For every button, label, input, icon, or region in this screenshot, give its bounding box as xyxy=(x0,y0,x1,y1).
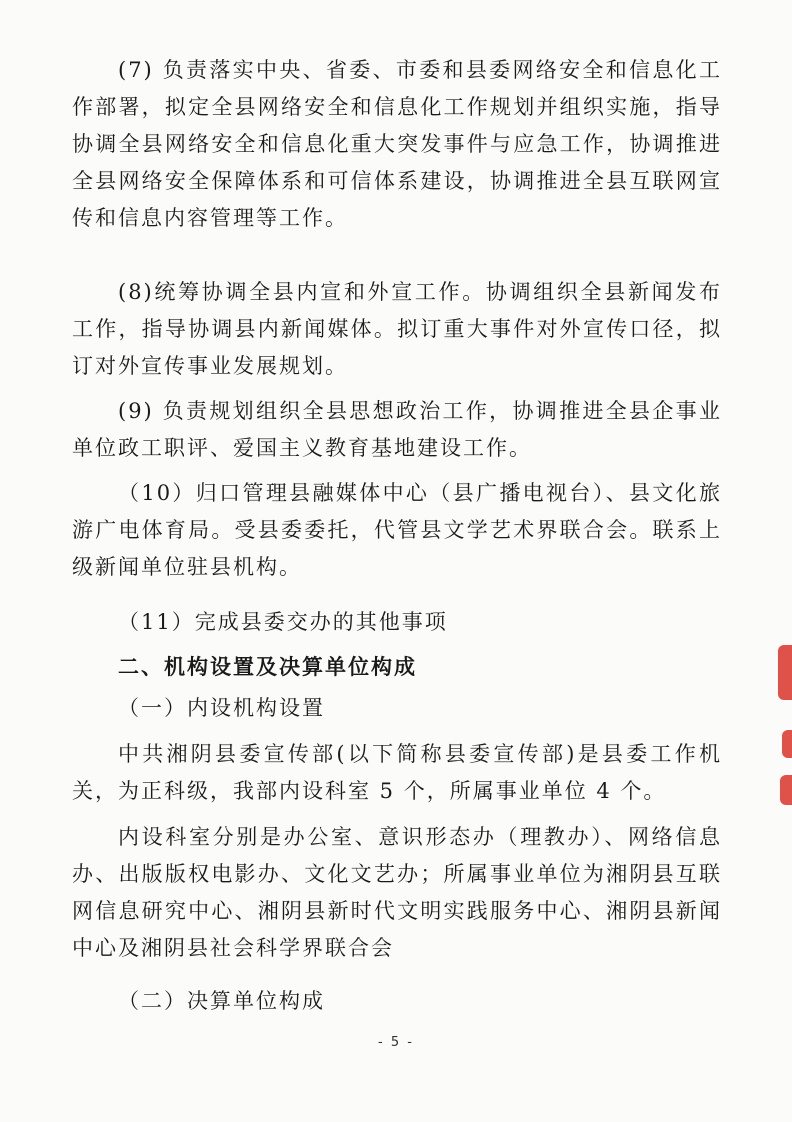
subheading-budget-units: （二）决算单位构成 xyxy=(118,989,325,1013)
seal-edge-mark xyxy=(778,645,792,700)
section-heading: 二、机构设置及决算单位构成 xyxy=(118,654,417,679)
paragraph-item-10: （10）归口管理县融媒体中心（县广播电视台）、县文化旅游广电体育局。受县委委托，代管县文学艺术界联合会。联系上级新闻单位驻县机构。 xyxy=(72,481,722,579)
subheading-internal-structure: （一）内设机构设置 xyxy=(118,696,325,720)
paragraph-item-8: (8)统筹协调全县内宣和外宣工作。协调组织全县新闻发布工作，指导协调县内新闻媒体。拟订重大事件对外宣传口径，拟订对外宣传事业发展规划。 xyxy=(72,280,722,378)
paragraph-item-9: (9) 负责规划组织全县思想政治工作，协调推进全县企事业单位政工职评、爱国主义教育基地建设工作。 xyxy=(72,399,722,460)
paragraph-structure: 中共湘阴县委宣传部(以下简称县委宣传部)是县委工作机关，为正科级，我部内设科室 5 个，所属事业单位 4 个。 xyxy=(72,742,722,803)
seal-edge-mark xyxy=(782,730,792,758)
page-number: - 5 - xyxy=(378,1035,414,1050)
paragraph-item-7: (7) 负责落实中央、省委、市委和县委网络安全和信息化工作部署，拟定全县网络安全和信息化工作规划并组织实施，指导协调全县网络安全和信息化重大突发事件与应急工作，协调推进全县网络安全保障体系和可信体系建设，协调推进全县互联网宣传和信息内容管理等工作。 xyxy=(72,58,722,230)
seal-edge-mark xyxy=(780,775,792,805)
paragraph-item-11: （11）完成县委交办的其他事项 xyxy=(118,610,448,634)
paragraph-departments: 内设科室分别是办公室、意识形态办（理教办）、网络信息办、出版版权电影办、文化文艺办；所属事业单位为湘阴县互联网信息研究中心、湘阴县新时代文明实践服务中心、湘阴县新闻中心及湘阴县社会科学界联合会 xyxy=(72,825,722,960)
